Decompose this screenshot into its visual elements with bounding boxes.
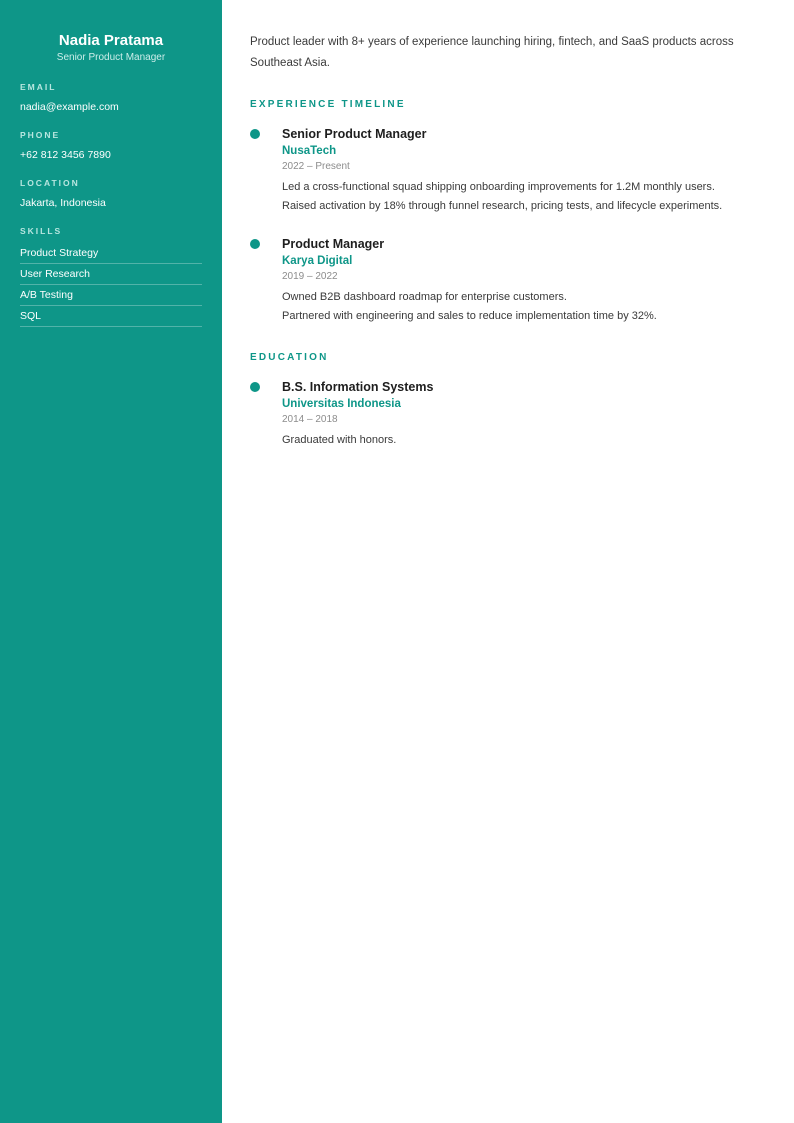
skill-item: Product Strategy	[20, 243, 202, 264]
company-name: Karya Digital	[282, 255, 353, 267]
education-entry	[250, 380, 770, 450]
job-bullet: Owned B2B dashboard roadmap for enterprise customers.	[282, 291, 567, 303]
education-bullets	[282, 431, 770, 450]
education-bullet: Graduated with honors.	[282, 434, 397, 446]
phone-value[interactable]: +62 812 3456 7890	[20, 149, 111, 161]
timeline-dot-icon	[250, 239, 260, 249]
job-dates: 2019 – 2022	[282, 271, 338, 282]
job-dates: 2022 – Present	[282, 161, 350, 172]
skill-item: User Research	[20, 264, 202, 285]
profile-summary: Product leader with 8+ years of experience launching hiring, fintech, and SaaS products across Southeast Asia.	[250, 36, 734, 69]
candidate-title: Senior Product Manager	[56, 52, 166, 63]
skills-list	[20, 243, 202, 327]
company-name: NusaTech	[282, 145, 337, 157]
experience-entry	[250, 127, 770, 216]
timeline-dot-icon	[250, 382, 260, 392]
job-bullet: Raised activation by 18% through funnel research, pricing tests, and lifecycle experiments.	[282, 200, 723, 212]
main-content	[250, 0, 770, 450]
candidate-name: Nadia Pratama	[58, 32, 164, 49]
education-section-title: EDUCATION	[250, 352, 329, 363]
job-bullets	[282, 178, 770, 216]
timeline-dot-icon	[250, 129, 260, 139]
experience-section-title: EXPERIENCE TIMELINE	[250, 99, 406, 110]
degree-name: B.S. Information Systems	[282, 380, 434, 394]
location-label: LOCATION	[20, 178, 80, 188]
school-name: Universitas Indonesia	[282, 398, 401, 410]
phone-label: PHONE	[20, 130, 61, 140]
skill-item: SQL	[20, 306, 202, 327]
skills-label: SKILLS	[20, 226, 63, 236]
sidebar	[0, 0, 222, 1123]
job-bullet: Partnered with engineering and sales to reduce implementation time by 32%.	[282, 310, 657, 322]
skill-item: A/B Testing	[20, 285, 202, 306]
job-bullet: Led a cross-functional squad shipping onboarding improvements for 1.2M monthly users.	[282, 181, 715, 193]
experience-entry	[250, 237, 770, 326]
job-role: Product Manager	[282, 237, 385, 251]
email-label: EMAIL	[20, 82, 57, 92]
job-role: Senior Product Manager	[282, 127, 427, 141]
education-dates: 2014 – 2018	[282, 414, 338, 425]
email-value[interactable]: nadia@example.com	[20, 101, 119, 113]
job-bullets	[282, 288, 770, 326]
location-value: Jakarta, Indonesia	[20, 197, 106, 209]
